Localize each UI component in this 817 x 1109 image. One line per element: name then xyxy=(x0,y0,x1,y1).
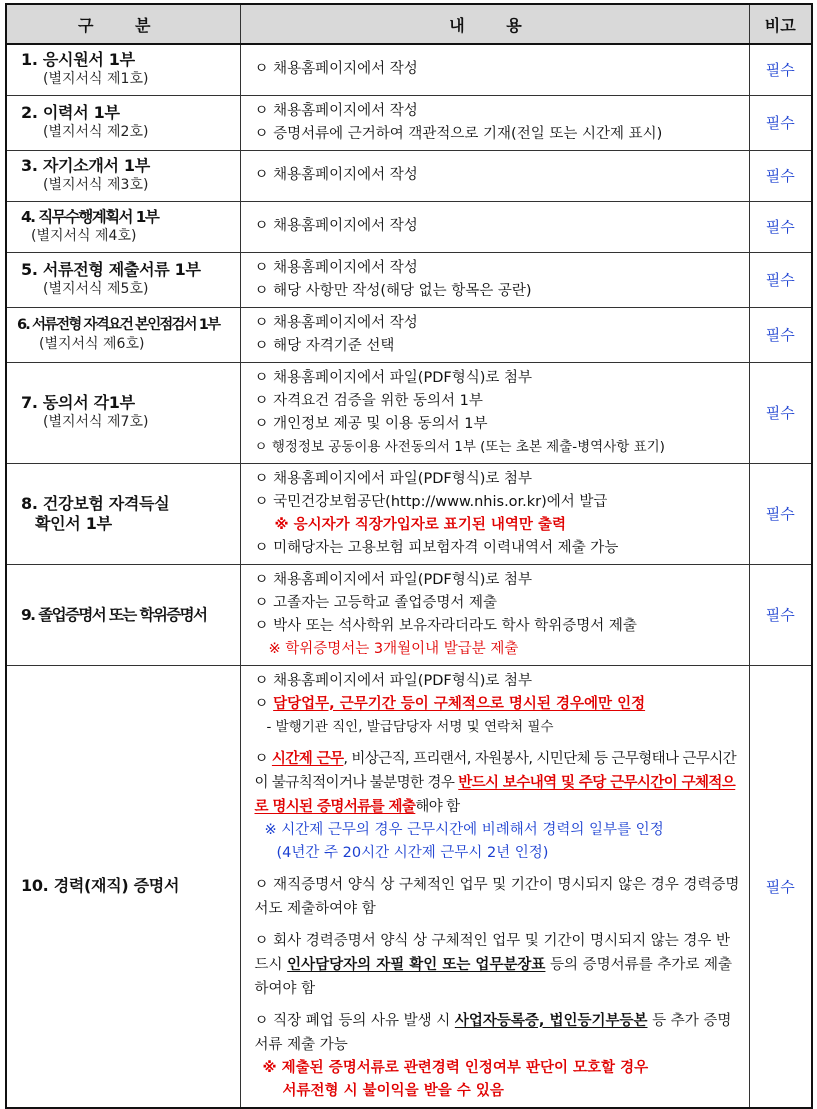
table-row xyxy=(6,307,812,362)
row-content xyxy=(240,665,749,1108)
content-line: ㅇ 채용홈페이지에서 파일(PDF형식)로 첨부 xyxy=(254,571,533,588)
row-category xyxy=(6,307,240,362)
content-line: ㅇ 채용홈페이지에서 작성 xyxy=(254,259,418,276)
row-note: 필수 xyxy=(749,252,812,307)
warning-line: ※ 응시자가 직장가입자로 표기된 내역만 출력 xyxy=(274,516,566,533)
body-text: ㅇ 회사 경력증명서 양식 상 구체적인 업무 및 기간이 명시되지 않는 경우 반드시 xyxy=(254,932,731,973)
emphasis-text: 담당업무, 근무기간 등이 구체적으로 명시된 경우에만 인정 xyxy=(273,695,646,712)
row-category xyxy=(6,252,240,307)
content-line: ㅇ 채용홈페이지에서 파일(PDF형식)로 첨부 xyxy=(254,470,533,487)
header-category: 구 분 xyxy=(6,4,240,44)
content-line: ㅇ 채용홈페이지에서 파일(PDF형식)로 첨부 xyxy=(254,672,533,689)
row-note: 필수 xyxy=(749,95,812,150)
row-note: 필수 xyxy=(749,564,812,665)
row-category xyxy=(6,665,240,1108)
row-category xyxy=(6,564,240,665)
row-subtitle: (별지서식 제1호) xyxy=(43,71,149,88)
row-note: 필수 xyxy=(749,463,812,564)
row-title: 7. 동의서 각1부 xyxy=(21,393,135,412)
row-content xyxy=(240,307,749,362)
table-row xyxy=(6,44,812,95)
row-category xyxy=(6,463,240,564)
row-title: 5. 서류전형 제출서류 1부 xyxy=(21,260,201,279)
content-line: - 발행기관 직인, 발급담당자 서명 및 연락처 필수 xyxy=(266,718,554,735)
row-title: 4. 직무수행계획서 1부 xyxy=(21,208,159,226)
row-content xyxy=(240,44,749,95)
content-paragraph xyxy=(255,1009,743,1057)
row-subtitle: (별지서식 제5호) xyxy=(43,281,149,297)
content-line: ㅇ 채용홈페이지에서 작성 xyxy=(254,61,418,78)
row-title: 6. 서류전형 자격요건 본인점검서 1부 xyxy=(17,317,220,333)
table-row xyxy=(6,463,812,564)
row-note: 필수 xyxy=(749,307,812,362)
header-content: 내 용 xyxy=(240,4,749,44)
content-paragraph xyxy=(255,929,743,1001)
emphasis-text: 시간제 근무 xyxy=(271,750,344,767)
row-content xyxy=(240,564,749,665)
row-content xyxy=(240,95,749,150)
content-line: ㅇ 고졸자는 고등학교 졸업증명서 제출 xyxy=(254,594,498,611)
body-text: , 비상근직, 프리랜서, 자원봉사, 시민단체 등 근무형태나 근무시간이 불규칙적이거나 불분명한 경우 xyxy=(254,750,737,791)
note-line: ※ 시간제 근무의 경우 근무시간에 비례해서 경력의 일부를 인정 xyxy=(264,821,664,838)
table-row xyxy=(6,564,812,665)
content-line: ㅇ 채용홈페이지에서 파일(PDF형식)로 첨부 xyxy=(254,369,533,386)
table-header-row xyxy=(6,4,812,44)
emphasis-text: 사업자등록증, 법인등기부등본 xyxy=(454,1012,648,1029)
content-line: ㅇ 박사 또는 석사학위 보유자라더라도 학사 학위증명서 제출 xyxy=(254,617,637,634)
warning-line: ※ 학위증명서는 3개월이내 발급분 제출 xyxy=(268,640,519,657)
content-line: ㅇ 채용홈페이지에서 작성 xyxy=(254,314,418,331)
header-note: 비고 xyxy=(749,4,812,44)
content-paragraph xyxy=(255,747,743,819)
table-row xyxy=(6,201,812,252)
content-line: ㅇ 해당 사항만 작성(해당 없는 항목은 공란) xyxy=(254,282,532,299)
content-line: ㅇ 미해당자는 고용보험 피보험자격 이력내역서 제출 가능 xyxy=(254,539,619,556)
table-row xyxy=(6,95,812,150)
row-note: 필수 xyxy=(749,150,812,201)
note-line: (4년간 주 20시간 시간제 근무시 2년 인정) xyxy=(276,844,549,861)
table-row xyxy=(6,150,812,201)
row-title-line2: 확인서 1부 xyxy=(35,513,112,533)
content-line xyxy=(255,693,743,716)
table-row xyxy=(6,665,812,1108)
row-category xyxy=(6,95,240,150)
row-title: 9. 졸업증명서 또는 학위증명서 xyxy=(21,605,207,624)
content-line: ㅇ 국민건강보험공단(http://www.nhis.or.kr)에서 발급 xyxy=(254,493,608,510)
content-paragraph: ㅇ 재직증명서 양식 상 구체적인 업무 및 기간이 명시되지 않은 경우 경력증명서도 제출하여야 함 xyxy=(254,876,740,917)
bullet: ㅇ xyxy=(254,695,274,712)
bullet: ㅇ xyxy=(254,750,272,767)
row-title: 10. 경력(재직) 증명서 xyxy=(21,876,180,895)
row-note: 필수 xyxy=(749,362,812,463)
body-text: 해야 함 xyxy=(415,798,460,815)
emphasis-text: 반드시 보수내역 및 주당 근무시간이 구체적으로 명시된 증명서류를 제출 xyxy=(254,774,736,815)
content-line: ㅇ 개인정보 제공 및 이용 동의서 1부 xyxy=(254,415,488,432)
row-title: 2. 이력서 1부 xyxy=(21,103,120,122)
emphasis-text: 인사담당자의 자필 확인 또는 업무분장표 xyxy=(287,956,546,973)
content-line: ㅇ 자격요건 검증을 위한 동의서 1부 xyxy=(254,392,483,409)
row-content xyxy=(240,150,749,201)
content-line: ㅇ 채용홈페이지에서 작성 xyxy=(254,167,418,183)
row-category xyxy=(6,150,240,201)
row-title: 3. 자기소개서 1부 xyxy=(21,156,150,175)
row-subtitle: (별지서식 제3호) xyxy=(43,177,149,193)
row-category xyxy=(6,362,240,463)
body-text: 등의 증명서류를 추가로 제출하여야 함 xyxy=(254,956,732,997)
warning-line: 서류전형 시 불이익을 받을 수 있음 xyxy=(282,1082,504,1099)
row-title: 8. 건강보험 자격득실 xyxy=(21,493,170,513)
body-text: 등 추가 증명서류 제출 가능 xyxy=(254,1012,732,1053)
row-title: 1. 응시원서 1부 xyxy=(21,50,135,70)
row-note: 필수 xyxy=(749,201,812,252)
row-content xyxy=(240,252,749,307)
row-note: 필수 xyxy=(749,44,812,95)
table-row xyxy=(6,362,812,463)
content-line: ㅇ 증명서류에 근거하여 객관적으로 기재(전일 또는 시간제 표시) xyxy=(254,125,663,142)
row-note: 필수 xyxy=(749,665,812,1108)
warning-line: ※ 제출된 증명서류로 관련경력 인정여부 판단이 모호할 경우 xyxy=(262,1059,649,1076)
content-line: ㅇ 채용홈페이지에서 작성 xyxy=(254,218,418,234)
body-text: ㅇ 직장 폐업 등의 사유 발생 시 xyxy=(254,1012,455,1029)
row-subtitle: (별지서식 제2호) xyxy=(43,124,149,140)
table-row xyxy=(6,252,812,307)
content-line: ㅇ 행정정보 공동이용 사전동의서 1부 (또는 초본 제출-병역사항 표기) xyxy=(254,438,665,455)
content-line: ㅇ 채용홈페이지에서 작성 xyxy=(254,102,418,119)
row-content xyxy=(240,362,749,463)
row-category xyxy=(6,44,240,95)
content-line: ㅇ 해당 자격기준 선택 xyxy=(254,337,395,354)
row-category xyxy=(6,201,240,252)
row-content xyxy=(240,463,749,564)
row-subtitle: (별지서식 제7호) xyxy=(43,414,149,430)
document-requirements-table xyxy=(5,3,813,1109)
row-content xyxy=(240,201,749,252)
row-subtitle: (별지서식 제6호) xyxy=(39,336,145,352)
row-subtitle: (별지서식 제4호) xyxy=(31,228,137,244)
